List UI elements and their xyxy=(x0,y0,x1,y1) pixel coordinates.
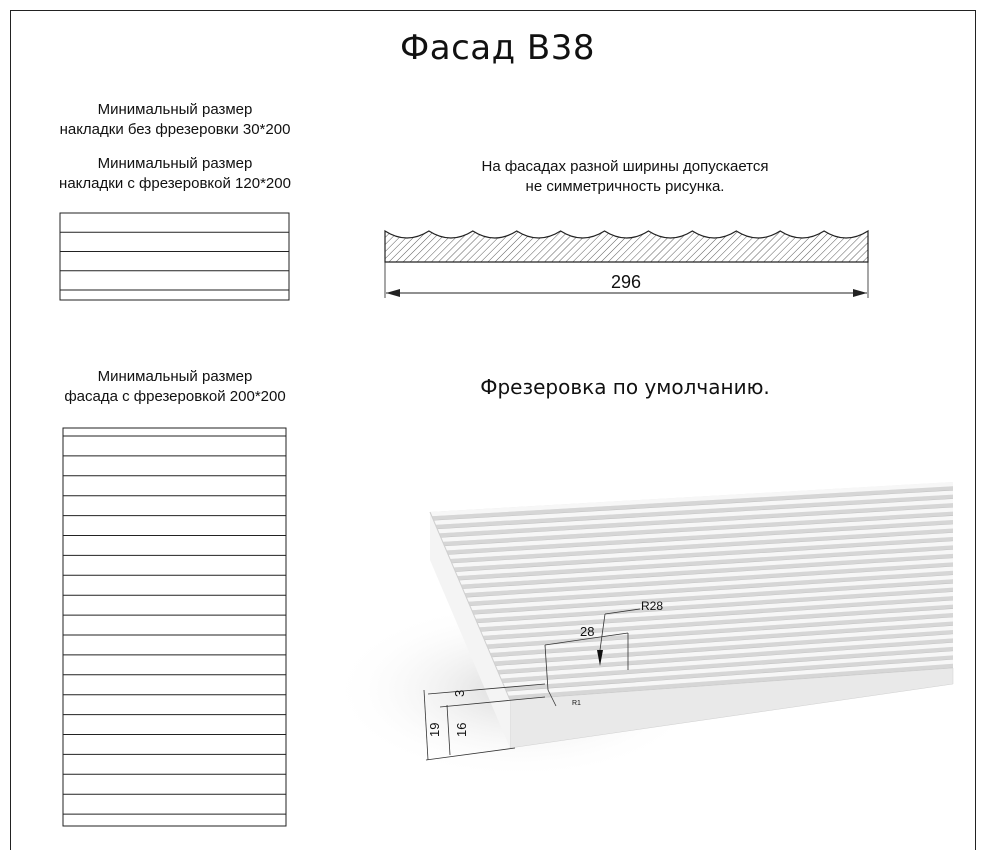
dim-base-thickness-label: 16 xyxy=(454,722,469,737)
dim-radius-label: R28 xyxy=(641,599,664,613)
dim-arrow-right xyxy=(853,289,867,297)
render-ridges xyxy=(430,482,953,700)
note-line: На фасадах разной ширины допускается xyxy=(481,158,769,175)
note-line: Минимальный размер xyxy=(97,155,253,172)
page-title: Фасад В38 xyxy=(399,28,596,68)
note-line: накладки с фрезеровкой 120*200 xyxy=(59,175,291,192)
overlay-outline xyxy=(60,213,289,300)
note-line: фасада с фрезеровкой 200*200 xyxy=(64,388,286,405)
dim-arrow-left xyxy=(386,289,400,297)
profile-section xyxy=(385,231,868,298)
default-milling-heading: Фрезеровка по умолчанию. xyxy=(480,375,770,399)
profile-hatched-section xyxy=(385,231,868,262)
note-line: не симметричность рисунка. xyxy=(525,178,725,195)
note-line: Минимальный размер xyxy=(97,101,253,118)
dim-pitch-label: 28 xyxy=(580,624,595,639)
profile-width-label: 296 xyxy=(610,272,642,292)
overlay-min-size-drawing xyxy=(60,213,289,300)
facade-outline xyxy=(63,428,286,826)
dim-depth-label: 3 xyxy=(452,689,467,697)
dim-total-thickness-label: 19 xyxy=(427,722,442,737)
dim-small-radius-label: R1 xyxy=(572,700,581,707)
note-line: накладки без фрезеровки 30*200 xyxy=(59,121,291,138)
facade-3d-render xyxy=(330,482,953,780)
facade-min-size-drawing xyxy=(63,428,286,826)
note-line: Минимальный размер xyxy=(97,368,253,385)
